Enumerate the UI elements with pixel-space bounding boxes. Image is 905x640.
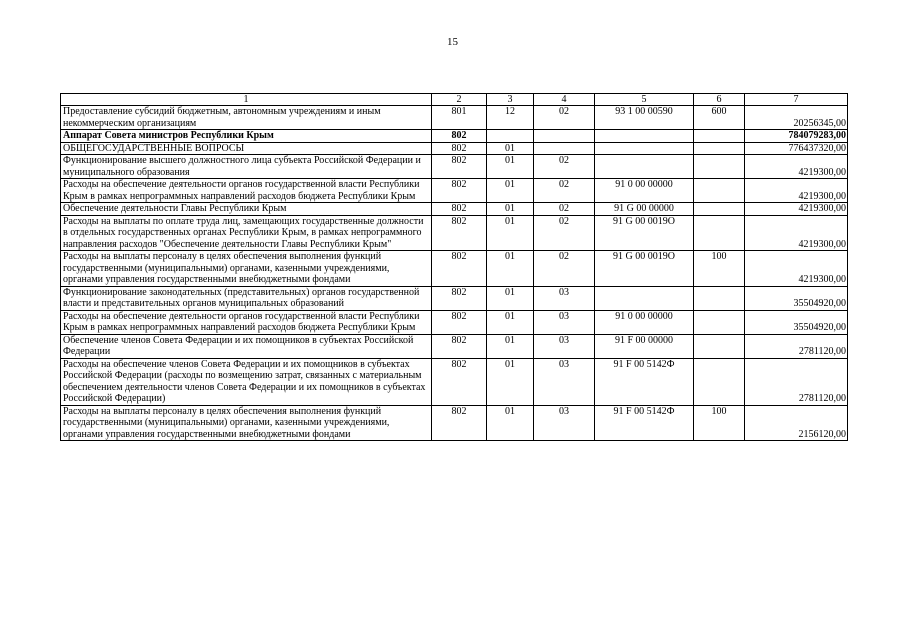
row-sum-cell: 2781120,00: [745, 358, 848, 405]
row-subsection-cell: 03: [534, 358, 595, 405]
row-section-cell: 01: [487, 142, 534, 155]
row-ved-cell: 802: [432, 251, 487, 287]
header-cell: 1: [61, 94, 432, 106]
row-ved-cell: 802: [432, 286, 487, 310]
table-row: [61, 358, 848, 405]
row-ved-cell: 802: [432, 215, 487, 251]
row-section-cell: 01: [487, 310, 534, 334]
row-target-article-cell: 91 G 00 0019О: [595, 251, 694, 287]
row-target-article-cell: [595, 142, 694, 155]
row-subsection-cell: 03: [534, 310, 595, 334]
row-name-cell: Функционирование законодательных (представительных) органов государственной власти и представительных органов муниципальных образований: [61, 286, 432, 310]
row-section-cell: [487, 130, 534, 143]
row-expense-type-cell: [694, 142, 745, 155]
row-target-article-cell: 91 F 00 5142Ф: [595, 405, 694, 441]
row-name-cell: Расходы на обеспечение деятельности органов государственной власти Республики Крым в рамках непрограммных направлений расходов бюджета Республики Крым: [61, 179, 432, 203]
row-name-cell: Расходы на обеспечение членов Совета Федерации и их помощников в субъектах Российской Федерации (расходы по возмещению затрат, связанных с материальным обеспечением деятельности членов Совета Федерации и их помощников в субъектах Российской Федерации): [61, 358, 432, 405]
row-sum-cell: 20256345,00: [745, 106, 848, 130]
row-section-cell: 01: [487, 405, 534, 441]
row-ved-cell: 802: [432, 155, 487, 179]
row-ved-cell: 802: [432, 203, 487, 216]
row-name-cell: Предоставление субсидий бюджетным, автономным учреждениям и иным некоммерческим организациям: [61, 106, 432, 130]
row-target-article-cell: 91 G 00 0019О: [595, 215, 694, 251]
row-sum-cell: 784079283,00: [745, 130, 848, 143]
table-row: [61, 155, 848, 179]
row-ved-cell: 802: [432, 179, 487, 203]
row-expense-type-cell: [694, 286, 745, 310]
table-row: [61, 405, 848, 441]
row-expense-type-cell: 100: [694, 251, 745, 287]
row-section-cell: 01: [487, 179, 534, 203]
row-expense-type-cell: [694, 358, 745, 405]
row-sum-cell: 4219300,00: [745, 203, 848, 216]
table-row: [61, 106, 848, 130]
table-row: [61, 334, 848, 358]
row-ved-cell: 802: [432, 334, 487, 358]
row-ved-cell: 802: [432, 130, 487, 143]
row-expense-type-cell: [694, 310, 745, 334]
row-expense-type-cell: [694, 179, 745, 203]
row-name-cell: Расходы на обеспечение деятельности органов государственной власти Республики Крым в рамках непрограммных направлений расходов бюджета Республики Крым: [61, 310, 432, 334]
row-expense-type-cell: 100: [694, 405, 745, 441]
row-name-cell: ОБЩЕГОСУДАРСТВЕННЫЕ ВОПРОСЫ: [61, 142, 432, 155]
row-sum-cell: 4219300,00: [745, 215, 848, 251]
table-row: [61, 130, 848, 143]
row-target-article-cell: [595, 130, 694, 143]
page-number: 15: [447, 36, 458, 48]
row-target-article-cell: [595, 155, 694, 179]
row-subsection-cell: 02: [534, 215, 595, 251]
row-name-cell: Расходы на выплаты по оплате труда лиц, замещающих государственные должности в отдельных государственных органах Республики Крым, в рамках непрограммного направления расходов "Обеспечение деятельности Главы Республики Крым": [61, 215, 432, 251]
row-sum-cell: 4219300,00: [745, 179, 848, 203]
header-cell: 2: [432, 94, 487, 106]
header-cell: 4: [534, 94, 595, 106]
row-subsection-cell: 03: [534, 405, 595, 441]
header-cell: 5: [595, 94, 694, 106]
row-ved-cell: 802: [432, 142, 487, 155]
header-cell: 6: [694, 94, 745, 106]
row-subsection-cell: [534, 142, 595, 155]
header-cell: 3: [487, 94, 534, 106]
row-expense-type-cell: [694, 130, 745, 143]
row-expense-type-cell: [694, 203, 745, 216]
row-name-cell: Расходы на выплаты персоналу в целях обеспечения выполнения функций государственными (муниципальными) органами, казенными учреждениями, органами управления государственными внебюджетными фондами: [61, 251, 432, 287]
row-target-article-cell: 91 G 00 00000: [595, 203, 694, 216]
row-name-cell: Аппарат Совета министров Республики Крым: [61, 130, 432, 143]
row-target-article-cell: 91 0 00 00000: [595, 179, 694, 203]
table-row: [61, 251, 848, 287]
row-subsection-cell: 02: [534, 203, 595, 216]
row-section-cell: 01: [487, 251, 534, 287]
table-row: [61, 215, 848, 251]
row-sum-cell: 35504920,00: [745, 286, 848, 310]
row-expense-type-cell: 600: [694, 106, 745, 130]
row-ved-cell: 802: [432, 358, 487, 405]
row-subsection-cell: 03: [534, 286, 595, 310]
table-row: [61, 310, 848, 334]
row-sum-cell: 4219300,00: [745, 251, 848, 287]
row-subsection-cell: 02: [534, 106, 595, 130]
row-target-article-cell: 91 F 00 00000: [595, 334, 694, 358]
row-section-cell: 01: [487, 358, 534, 405]
row-ved-cell: 801: [432, 106, 487, 130]
table-row: [61, 286, 848, 310]
table-row: [61, 179, 848, 203]
row-sum-cell: 35504920,00: [745, 310, 848, 334]
budget-table: [60, 93, 848, 441]
row-section-cell: 01: [487, 155, 534, 179]
row-section-cell: 01: [487, 286, 534, 310]
header-cell: 7: [745, 94, 848, 106]
row-name-cell: Расходы на выплаты персоналу в целях обеспечения выполнения функций государственными (муниципальными) органами, казенными учреждениями, органами управления государственными внебюджетными фондами: [61, 405, 432, 441]
row-sum-cell: 2156120,00: [745, 405, 848, 441]
row-section-cell: 01: [487, 215, 534, 251]
row-sum-cell: 776437320,00: [745, 142, 848, 155]
row-target-article-cell: 93 1 00 00590: [595, 106, 694, 130]
row-target-article-cell: [595, 286, 694, 310]
row-section-cell: 12: [487, 106, 534, 130]
row-section-cell: 01: [487, 334, 534, 358]
row-name-cell: Функционирование высшего должностного лица субъекта Российской Федерации и муниципального образования: [61, 155, 432, 179]
row-target-article-cell: 91 0 00 00000: [595, 310, 694, 334]
table-row: [61, 142, 848, 155]
table-row: [61, 203, 848, 216]
row-expense-type-cell: [694, 155, 745, 179]
table-header-row: [61, 94, 848, 106]
row-expense-type-cell: [694, 334, 745, 358]
row-subsection-cell: [534, 130, 595, 143]
row-subsection-cell: 03: [534, 334, 595, 358]
row-ved-cell: 802: [432, 310, 487, 334]
row-sum-cell: 2781120,00: [745, 334, 848, 358]
row-section-cell: 01: [487, 203, 534, 216]
row-subsection-cell: 02: [534, 179, 595, 203]
row-name-cell: Обеспечение членов Совета Федерации и их помощников в субъектах Российской Федерации: [61, 334, 432, 358]
row-subsection-cell: 02: [534, 155, 595, 179]
row-sum-cell: 4219300,00: [745, 155, 848, 179]
row-ved-cell: 802: [432, 405, 487, 441]
row-target-article-cell: 91 F 00 5142Ф: [595, 358, 694, 405]
row-name-cell: Обеспечение деятельности Главы Республики Крым: [61, 203, 432, 216]
row-expense-type-cell: [694, 215, 745, 251]
row-subsection-cell: 02: [534, 251, 595, 287]
